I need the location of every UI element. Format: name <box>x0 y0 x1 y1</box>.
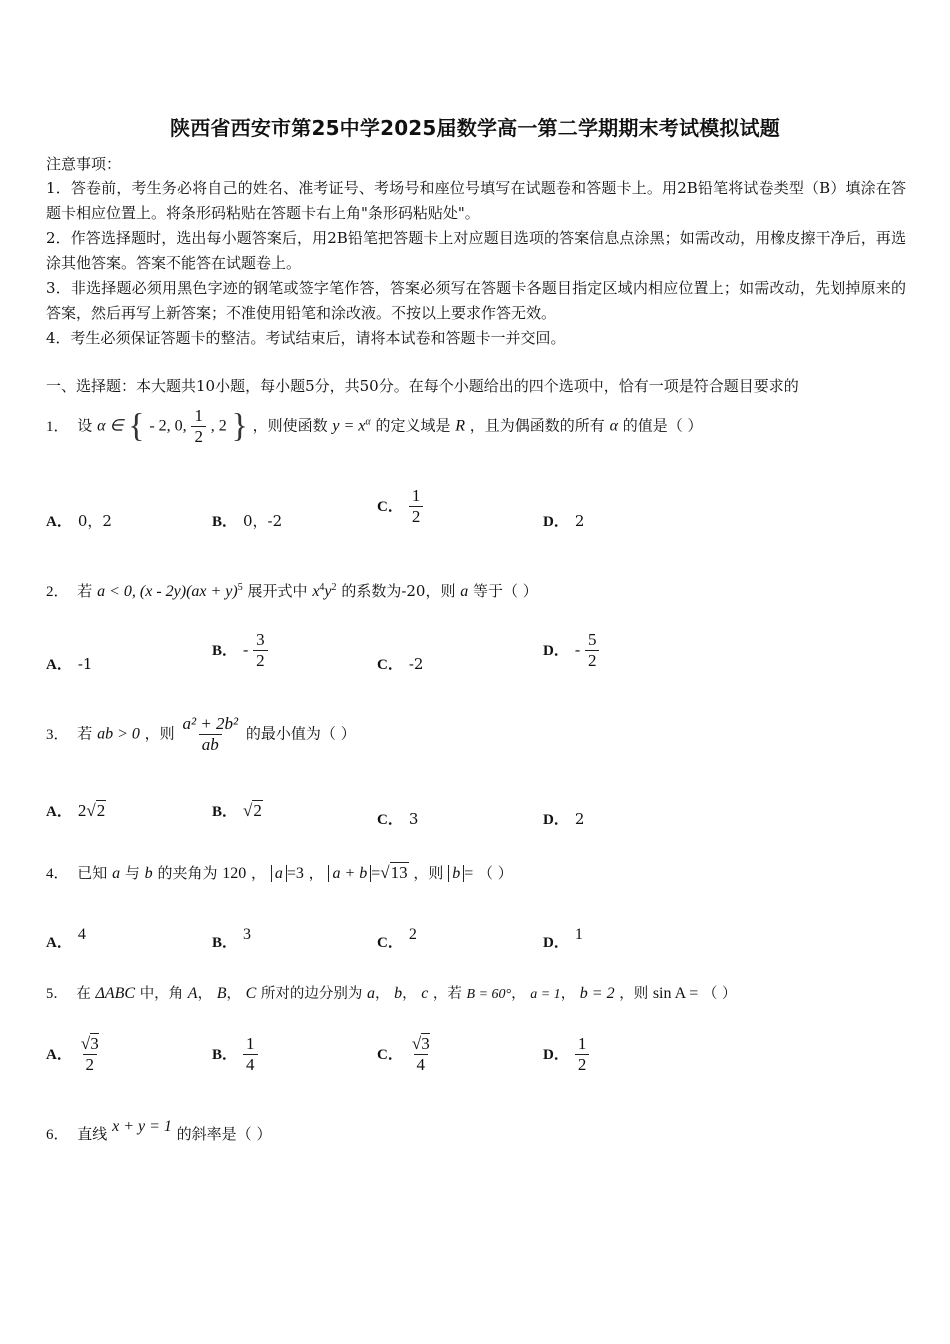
option-c[interactable] <box>377 486 423 527</box>
denominator: 2 <box>585 650 600 671</box>
question-4 <box>46 862 513 883</box>
option-d[interactable] <box>543 630 599 671</box>
note-item: 4．考生必须保证答题卡的整洁。考试结束后，请将本试卷和答题卡一并交回。 <box>46 329 566 347</box>
numerator: 1 <box>577 1034 587 1053</box>
question-text: ， <box>308 864 324 882</box>
question-text: ，若 <box>432 986 462 1002</box>
notes-heading: 注意事项： <box>46 155 122 173</box>
section-heading: 一、选择题：本大题共10小题，每小题5分，共50分。在每个小题给出的四个选项中，恰有一项是符合题目要求的 <box>46 377 799 395</box>
question-text: 直线 <box>77 1125 108 1143</box>
numerator: 3 <box>256 630 265 649</box>
numerator: 1 <box>194 406 203 425</box>
question-1 <box>46 406 703 447</box>
math-expr: 120 <box>222 865 247 882</box>
option-a[interactable] <box>46 510 112 531</box>
abs-expr: a <box>271 865 287 882</box>
math-expr: y <box>324 583 332 600</box>
math-expr: , 2 <box>210 417 227 435</box>
separator: ， <box>402 986 417 1002</box>
option-a[interactable] <box>46 800 106 821</box>
question-text: 中，角 <box>139 986 184 1002</box>
fraction <box>409 1034 433 1075</box>
option-d[interactable] <box>543 808 584 829</box>
denominator: 2 <box>191 426 206 447</box>
question-text: ，则 <box>413 864 444 882</box>
radicand: 13 <box>390 863 408 882</box>
question-text: 已知 <box>77 864 108 882</box>
option-label: D． <box>543 642 569 659</box>
question-text: 若 <box>77 724 93 743</box>
denominator: 2 <box>83 1054 98 1075</box>
separator: ， <box>511 986 526 1002</box>
denominator: ab <box>199 734 222 755</box>
option-a[interactable] <box>46 653 92 674</box>
numerator: 1 <box>246 1034 255 1053</box>
fraction <box>179 714 241 755</box>
minus-sign: - <box>574 641 581 659</box>
option-label: A． <box>46 514 72 530</box>
option-text: 3 <box>408 810 419 828</box>
option-label: D． <box>543 812 569 828</box>
math-expr: - 2, 0, <box>149 417 187 435</box>
question-number: 1． <box>46 418 69 435</box>
question-text: 的定义域是 <box>375 416 451 435</box>
option-b[interactable] <box>212 800 263 821</box>
option-text: 4 <box>77 926 86 943</box>
fraction <box>78 1034 102 1075</box>
option-text: 2 <box>574 810 585 828</box>
math-expr: a < 0, (x - 2y)(ax + y) <box>97 583 238 600</box>
question-text: ，则 <box>144 724 175 743</box>
option-c[interactable] <box>377 1034 433 1075</box>
option-label: B． <box>212 514 238 530</box>
question-text: 的最小值为（ ） <box>245 724 356 743</box>
sqrt-expr: √2 <box>243 801 262 820</box>
option-b[interactable] <box>212 1034 258 1075</box>
denominator: 2 <box>409 506 424 527</box>
question-text: （ ） <box>702 986 737 1002</box>
question-text: （ ） <box>478 864 513 882</box>
option-text: -2 <box>408 655 424 673</box>
question-text: 与 <box>124 864 140 882</box>
math-expr: ΔABC <box>95 985 136 1002</box>
radicand: 3 <box>421 1034 430 1053</box>
radicand: 2 <box>96 801 106 820</box>
option-label: A． <box>46 1046 72 1063</box>
math-expr: x + y = 1 <box>112 1118 172 1135</box>
option-b[interactable] <box>212 510 282 531</box>
option-label: C． <box>377 657 403 673</box>
question-text: 若 <box>77 582 93 600</box>
question-number: 4． <box>46 866 69 882</box>
option-label: D． <box>543 1046 569 1063</box>
option-label: C． <box>377 1046 403 1063</box>
exponent: 4 <box>319 582 325 593</box>
option-text: 1 <box>574 926 583 943</box>
option-text: 3 <box>243 926 252 943</box>
question-5 <box>46 982 737 1003</box>
sqrt-expr: 2√2 <box>77 801 106 820</box>
option-a[interactable] <box>46 1034 102 1075</box>
option-d[interactable] <box>543 510 584 531</box>
math-expr: a = 1 <box>530 987 561 1002</box>
right-brace: } <box>231 407 248 445</box>
abs-expr: b <box>448 865 464 882</box>
radicand: 3 <box>90 1034 99 1053</box>
option-text: 0，2 <box>77 512 112 530</box>
question-number: 2． <box>46 584 69 600</box>
option-d[interactable] <box>543 926 583 952</box>
option-text: -1 <box>77 655 93 673</box>
question-text: 的值是（ ） <box>622 416 703 435</box>
question-text: 所对的边分别为 <box>260 986 363 1002</box>
separator: ， <box>226 986 241 1002</box>
denominator: 4 <box>243 1054 258 1075</box>
option-label: B． <box>212 642 238 659</box>
math-expr: A <box>187 985 198 1002</box>
fraction <box>575 1034 590 1075</box>
numerator: √3 <box>80 1034 99 1053</box>
math-expr: ab > 0 <box>97 725 140 743</box>
question-number: 3． <box>46 726 69 743</box>
fraction <box>191 406 206 447</box>
fraction <box>409 486 424 527</box>
option-label: C． <box>377 498 403 515</box>
separator: ， <box>197 986 213 1002</box>
notes-list <box>46 176 906 351</box>
fraction <box>243 1034 258 1075</box>
math-expr: B <box>216 985 227 1002</box>
option-label: A． <box>46 657 72 673</box>
option-c[interactable] <box>377 926 417 952</box>
abs-expr: a + b <box>328 865 371 882</box>
question-text: 的斜率是（ ） <box>176 1125 272 1143</box>
math-expr: b <box>394 985 403 1002</box>
numerator: 1 <box>411 486 421 505</box>
option-b[interactable] <box>212 630 268 671</box>
math-expr: y = x <box>332 417 366 435</box>
option-c[interactable] <box>377 808 418 829</box>
option-label: B． <box>212 804 238 820</box>
denominator: 4 <box>414 1054 429 1075</box>
option-label: B． <box>212 1046 238 1063</box>
question-text: 的夹角为 <box>157 864 218 882</box>
math-expr: c <box>421 985 429 1002</box>
option-text: 0，-2 <box>243 512 283 530</box>
note-item: 1．答卷前，考生务必将自己的姓名、准考证号、考场号和座位号填写在试题卷和答题卡上。用2B铅笔将试卷类型（B）填涂在答题卡相应位置上。将条形码粘贴在答题卡右上角"条形码粘贴处"。 <box>46 179 906 222</box>
exponent: α <box>365 416 371 428</box>
option-label: D． <box>543 935 569 951</box>
exponent: 5 <box>237 582 243 593</box>
page-title: 陕西省西安市第25中学2025届数学高一第二学期期末考试模拟试题 <box>170 116 780 140</box>
question-text: ， <box>251 864 267 882</box>
separator: ， <box>560 986 576 1002</box>
question-text: 在 <box>76 986 91 1002</box>
question-text: ，则 <box>619 986 649 1002</box>
math-expr: x <box>312 583 320 600</box>
sqrt-expr: √13 <box>380 863 408 882</box>
denominator: 2 <box>253 650 268 671</box>
separator: ， <box>374 986 390 1002</box>
question-text: 的系数为-20，则 <box>341 582 456 600</box>
note-item: 2．作答选择题时，选出每小题答案后，用2B铅笔把答题卡上对应题目选项的答案信息点涂黑；如需改动，用橡皮擦干净后，再选涂其他答案。答案不能答在试题卷上。 <box>46 229 906 272</box>
math-expr: = <box>371 865 381 882</box>
fraction <box>253 630 268 671</box>
option-label: A． <box>46 804 72 820</box>
option-label: A． <box>46 935 72 951</box>
question-text: 等于（ ） <box>473 582 538 600</box>
numerator: 5 <box>587 630 597 649</box>
math-expr: R <box>455 417 466 435</box>
exponent: 2 <box>331 582 337 593</box>
math-expr: α <box>609 417 618 435</box>
coefficient: 2 <box>77 801 87 820</box>
option-label: D． <box>543 514 569 530</box>
radicand: 2 <box>253 801 262 820</box>
question-text: ，则使函数 <box>252 416 328 435</box>
option-d[interactable] <box>543 1034 589 1075</box>
math-expr: sin A = <box>652 985 699 1002</box>
math-expr: a <box>112 865 121 882</box>
question-text: 设 <box>77 416 93 435</box>
question-6 <box>46 1118 271 1144</box>
option-text: 2 <box>574 512 585 530</box>
option-text: 2 <box>408 926 417 943</box>
question-number: 5． <box>46 986 68 1002</box>
math-expr: b = 2 <box>579 985 615 1002</box>
math-expr: a <box>366 985 375 1002</box>
option-label: B． <box>212 935 238 951</box>
math-expr: a <box>460 583 469 600</box>
fraction <box>585 630 600 671</box>
option-label: C． <box>377 935 403 951</box>
question-text: ，且为偶函数的所有 <box>469 416 605 435</box>
question-number: 6． <box>46 1127 69 1143</box>
question-text: 展开式中 <box>247 582 308 600</box>
option-label: C． <box>377 812 403 828</box>
math-expr: b <box>144 865 153 882</box>
question-3 <box>46 714 356 755</box>
math-expr: =3 <box>286 865 304 882</box>
option-c[interactable] <box>377 653 423 674</box>
minus-sign: - <box>243 641 249 659</box>
math-expr: = <box>464 865 474 882</box>
math-expr: C <box>245 985 257 1002</box>
math-expr: α ∈ <box>97 417 124 435</box>
numerator: √3 <box>411 1034 430 1053</box>
option-a[interactable] <box>46 926 86 952</box>
question-2 <box>46 580 538 601</box>
numerator: a² + 2b² <box>182 714 239 733</box>
note-item: 3．非选择题必须用黑色字迹的钢笔或签字笔作答，答案必须写在答题卡各题目指定区域内相应位置上；如需改动，先划掉原来的答案，然后再写上新答案；不准使用铅笔和涂改液。不按以上要求作答无效。 <box>46 279 906 322</box>
left-brace: { <box>128 407 145 445</box>
denominator: 2 <box>575 1054 590 1075</box>
math-expr: B = 60° <box>466 987 512 1002</box>
option-b[interactable] <box>212 926 251 952</box>
